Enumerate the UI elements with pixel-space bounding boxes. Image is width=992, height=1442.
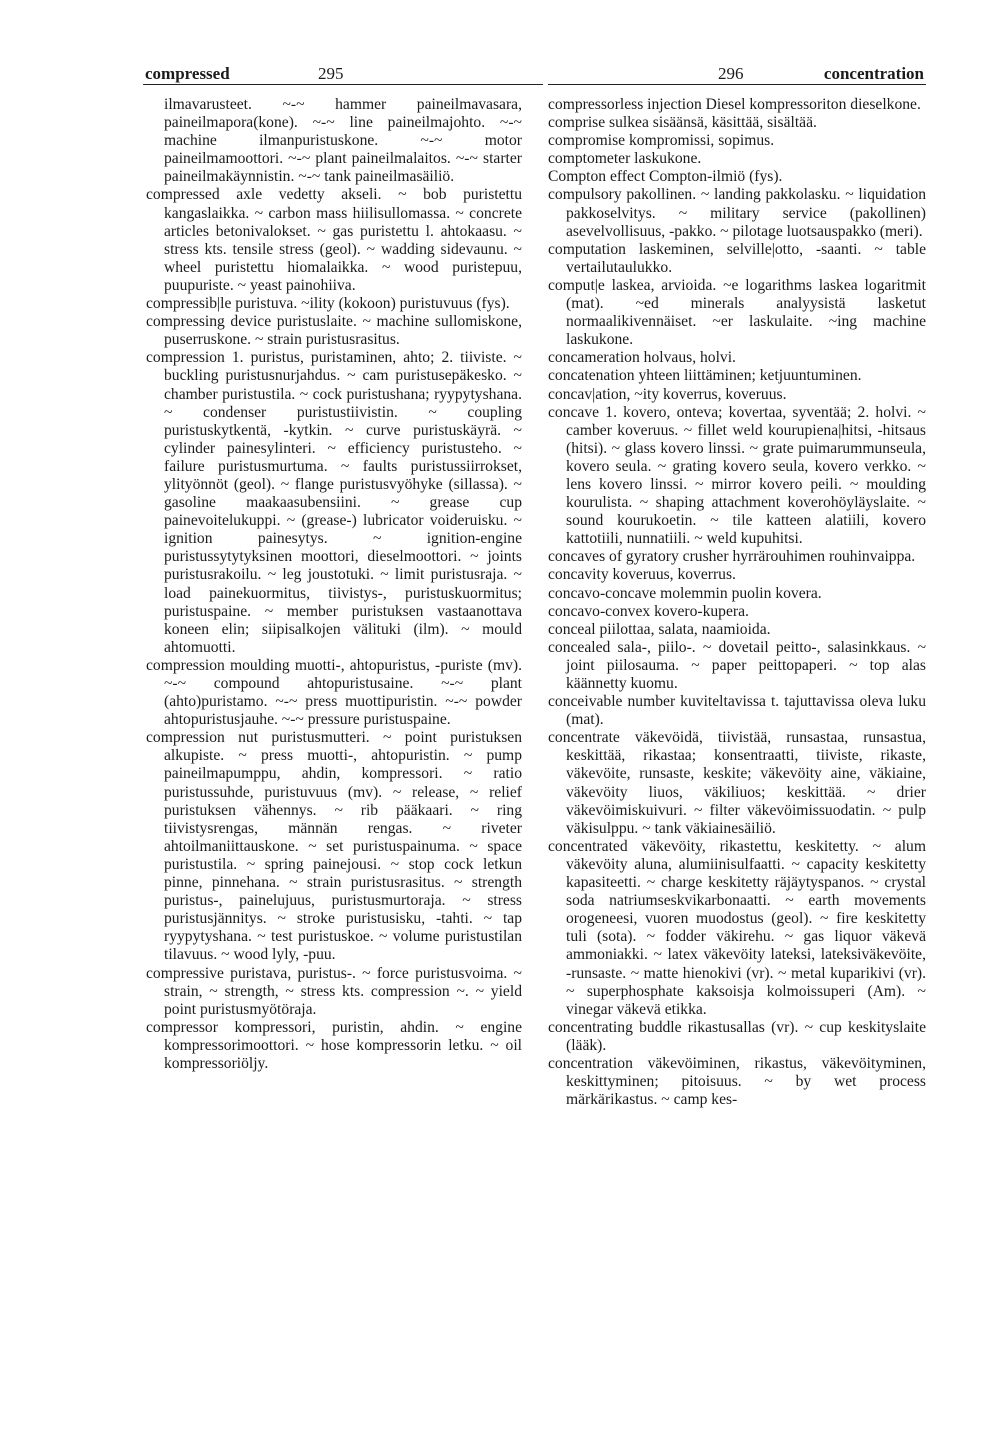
entry-concavation: concav|ation, ~ity koverrus, koveruus. xyxy=(548,385,787,403)
left-page-number: 295 xyxy=(318,64,344,83)
entry-compressed: compressed axle vedetty akseli. ~ bob puristettu kangaslaikka. ~ carbon mass hiilisullomassa. ~ concrete articles betonivalokset. ~ gas puristettu l. ahtokaasu. ~ stress kts. tensile stress (geol). ~ wadding sidevaunu. ~ wheel puristettu hiomalaikka. ~ wood puristepuu, puupuriste. ~ yeast painohiiva. xyxy=(146,186,522,294)
entry-concentration: concentration väkevöiminen, rikastus, väkevöityminen, keskittyminen; pitoisuus. ~ by wet process märkärikastus. ~ camp kes- xyxy=(548,1054,926,1109)
entry-compression-moulding: compression moulding muotti-, ahtopuristus, -puriste (mv). ~-~ compound ahtopuristusaine. ~-~ plant (ahto)puristamo. ~-~ press muottipuristin. ~-~ powder ahtopuristusjauhe. ~-~ pressure puristuspaine. xyxy=(146,656,522,729)
entry-compromise: compromise kompromissi, sopimus. xyxy=(548,132,775,150)
right-header-guide-word: concentration xyxy=(823,64,924,83)
right-column xyxy=(548,96,926,1109)
left-header-guide-word: compressed xyxy=(145,64,230,83)
entry-compression: compression 1. puristus, puristaminen, ahto; 2. tiiviste. ~ buckling puristusnurjahdus. ~ cam puristusepäkesko. ~ chamber puristustila. ~ cock puristushana; ryypytyshana. ~ condenser puristustiivistin. ~ coupling puristuskytkentä, -kytkin. ~ curve puristuskäyrä. ~ cylinder painesylinteri. ~ efficiency puristusteho. ~ failure puristusmurtuma. ~ faults puristussiirrokset, ylityönnöt (geol). ~ flange puristusvyöhyke (sillassa). ~ gasoline maakaasubensiini. ~ grease cup painevoitelukuppi. ~ (grease-) lubricator voideruisku. ~ ignition painesytys. ~ ignition-engine puristussytytyksinen moottori, dieselmoottori. ~ joints puristusrakoilu. ~ leg joustotuki. ~ limit puristusraja. ~ load painekuormitus, tiivistys-, puristuskuormitus; puristuspaine. ~ member puristuksen vastaanottava koneen elin; siipisalkojen välituki (ilm). ~ mould ahtomuotti. xyxy=(146,349,522,656)
entry-concameration: concameration holvaus, holvi. xyxy=(548,349,736,367)
entry-concentrate: concentrate väkevöidä, tiivistää, runsastaa, runsastua, keskittää, rikastaa; konsentraatti, tiiviste, rikaste, väkevöite, runsaste, keskite; väkevöity aine, väkiaine, väkevöity liuos, väkiliuos; keskittää. ~ drier väkevöimiskuivuri. ~ filter väkevöimissuodatin. ~ pulp väkisulppu. ~ tank väkiainesäiliö. xyxy=(548,729,926,837)
entry-compulsory: compulsory pakollinen. ~ landing pakkolasku. ~ liquidation pakkoselvitys. ~ military service (pakollinen) asevelvollisuus, -pakko. ~ pilotage luotsauspakko (meri). xyxy=(548,186,926,240)
entry-compressive: compressive puristava, puristus-. ~ force puristusvoima. ~ strain, ~ strength, ~ stress kts. compression ~. ~ yield point puristusmyötöraja. xyxy=(146,964,522,1018)
entry-compressorless: compressorless injection Diesel kompressoriton dieselkone. xyxy=(548,96,921,113)
right-header-rule xyxy=(548,84,926,85)
entry-concave: concave 1. kovero, onteva; kovertaa, syventää; 2. holvi. ~ camber koveruus. ~ fillet weld kourupiena|hitsi, -hitsaus (hitsi). ~ glass kovero linssi. ~ grate puimarummunseula, kovero seula. ~ grating kovero seula, kovero verkko. ~ lens kovero linssi. ~ mirror kovero peili. ~ moulding kourulista. ~ shaping attachment koverohöyläyslaite. ~ sound kourukoetin. ~ tile katteen alatiili, kovero kattotiili, nunnatiili. ~ weld kupuhitsi. xyxy=(548,403,926,548)
entry-computation: computation laskeminen, selville|otto, -saanti. ~ table vertailutaulukko. xyxy=(548,240,926,276)
entry-concavo-convex: concavo-convex kovero-kupera. xyxy=(548,602,749,620)
entry-concealed: concealed sala-, piilo-. ~ dovetail peitto-, salasinkkaus. ~ joint piilosauma. ~ paper peittopaperi. ~ top alas käännetty kuomu. xyxy=(548,638,926,692)
right-page-number: 296 xyxy=(718,64,744,83)
entry-compton-effect: Compton effect Compton-ilmiö (fys). xyxy=(548,168,783,186)
left-header-rule xyxy=(143,84,543,85)
entry-concentrated: concentrated väkevöity, rikastettu, keskitetty. ~ alum väkevöity aluna, alumiinisulfaatti. ~ capacity keskitetty kapasiteetti. ~ charge keskitetty räjäytyspanos. ~ crystal soda natriumseskvikarbonaatti. ~ earth movements orogeneesi, vuoren muodostus (geol). ~ fire keskitetty tuli (sota). ~ fodder väkirehu. ~ gas liquor väkevä ammoniakki. ~ latex väkevöity lateksi, lateksiväkevöite, -runsaste. ~ matte hienokivi (vr). ~ metal kuparikivi (vr). ~ superphosphate kaksoisja kolmoissuperi (Am). ~ vinegar väkevä etikka. xyxy=(548,837,926,1018)
entry-compute: comput|e laskea, arvioida. ~e logarithms laskea logaritmit (mat). ~ed minerals analyysistä lasketut normaalikivennäiset. ~er laskulaite. ~ing machine laskukone. xyxy=(548,276,926,349)
entry-continuation: ilmavarusteet. ~-~ hammer paineilmavasara, paineilmapora(kone). ~-~ line paineilmajohto. ~-~ machine ilmanpuristuskone. ~-~ motor paineilmamoottori. ~-~ plant paineilmalaitos. ~-~ starter paineilmakäynnistin. ~-~ tank paineilmasäiliö. xyxy=(164,96,522,186)
left-column xyxy=(146,96,522,1073)
entry-comprise: comprise sulkea sisäänsä, käsittää, sisältää. xyxy=(548,114,817,132)
entry-concatenation: concatenation yhteen liittäminen; ketjuuntuminen. xyxy=(548,367,862,385)
entry-concavo-concave: concavo-concave molemmin puolin kovera. xyxy=(548,584,822,602)
entry-comptometer: comptometer laskukone. xyxy=(548,150,702,168)
entry-concavity: concavity koveruus, koverrus. xyxy=(548,566,736,584)
right-page-header xyxy=(548,58,928,86)
entry-compressor: compressor kompressori, puristin, ahdin. ~ engine kompressorimoottori. ~ hose kompressorin letku. ~ oil kompressoriöljy. xyxy=(146,1018,522,1072)
entry-conceivable: conceivable number kuviteltavissa t. tajuttavissa oleva luku (mat). xyxy=(548,693,926,729)
entry-concaves: concaves of gyratory crusher hyrrärouhimen rouhinvaippa. xyxy=(548,548,916,566)
entry-compressible: compressib|le puristuva. ~ility (kokoon) puristuvuus (fys). xyxy=(146,295,510,313)
entry-conceal: conceal piilottaa, salata, naamioida. xyxy=(548,620,771,638)
entry-compression-nut: compression nut puristusmutteri. ~ point puristuksen alkupiste. ~ press muotti-, ahtopuristin. ~ pump paineilmapumppu, ahdin, kompressori. ~ ratio puristussuhde, puristuvuus (mv). ~ release, ~ relief puristuksen vähennys. ~ rib pääkaari. ~ ring tiivistysrengas, männän rengas. ~ riveter ahtoilmaniittauskone. ~ set puristuspainuma. ~ space puristustila. ~ spring painejousi. ~ stop cock letkun pinne, pinnehana. ~ strain puristusrasitus. ~ strength puristus-, painelujuus, puristusmurtoraja. ~ stress puristusjännitys. ~ stroke puristusisku, -tahti. ~ tap ryypytyshana. ~ test puristuskoe. ~ volume puristustilan tilavuus. ~ wood lyly, -puu. xyxy=(146,729,522,964)
entry-concentrating: concentrating buddle rikastusallas (vr). ~ cup keskityslaite (lääk). xyxy=(548,1018,926,1054)
entry-compressing: compressing device puristuslaite. ~ machine sullomiskone, puserruskone. ~ strain puristusrasitus. xyxy=(146,313,522,349)
left-page-header xyxy=(140,58,540,86)
